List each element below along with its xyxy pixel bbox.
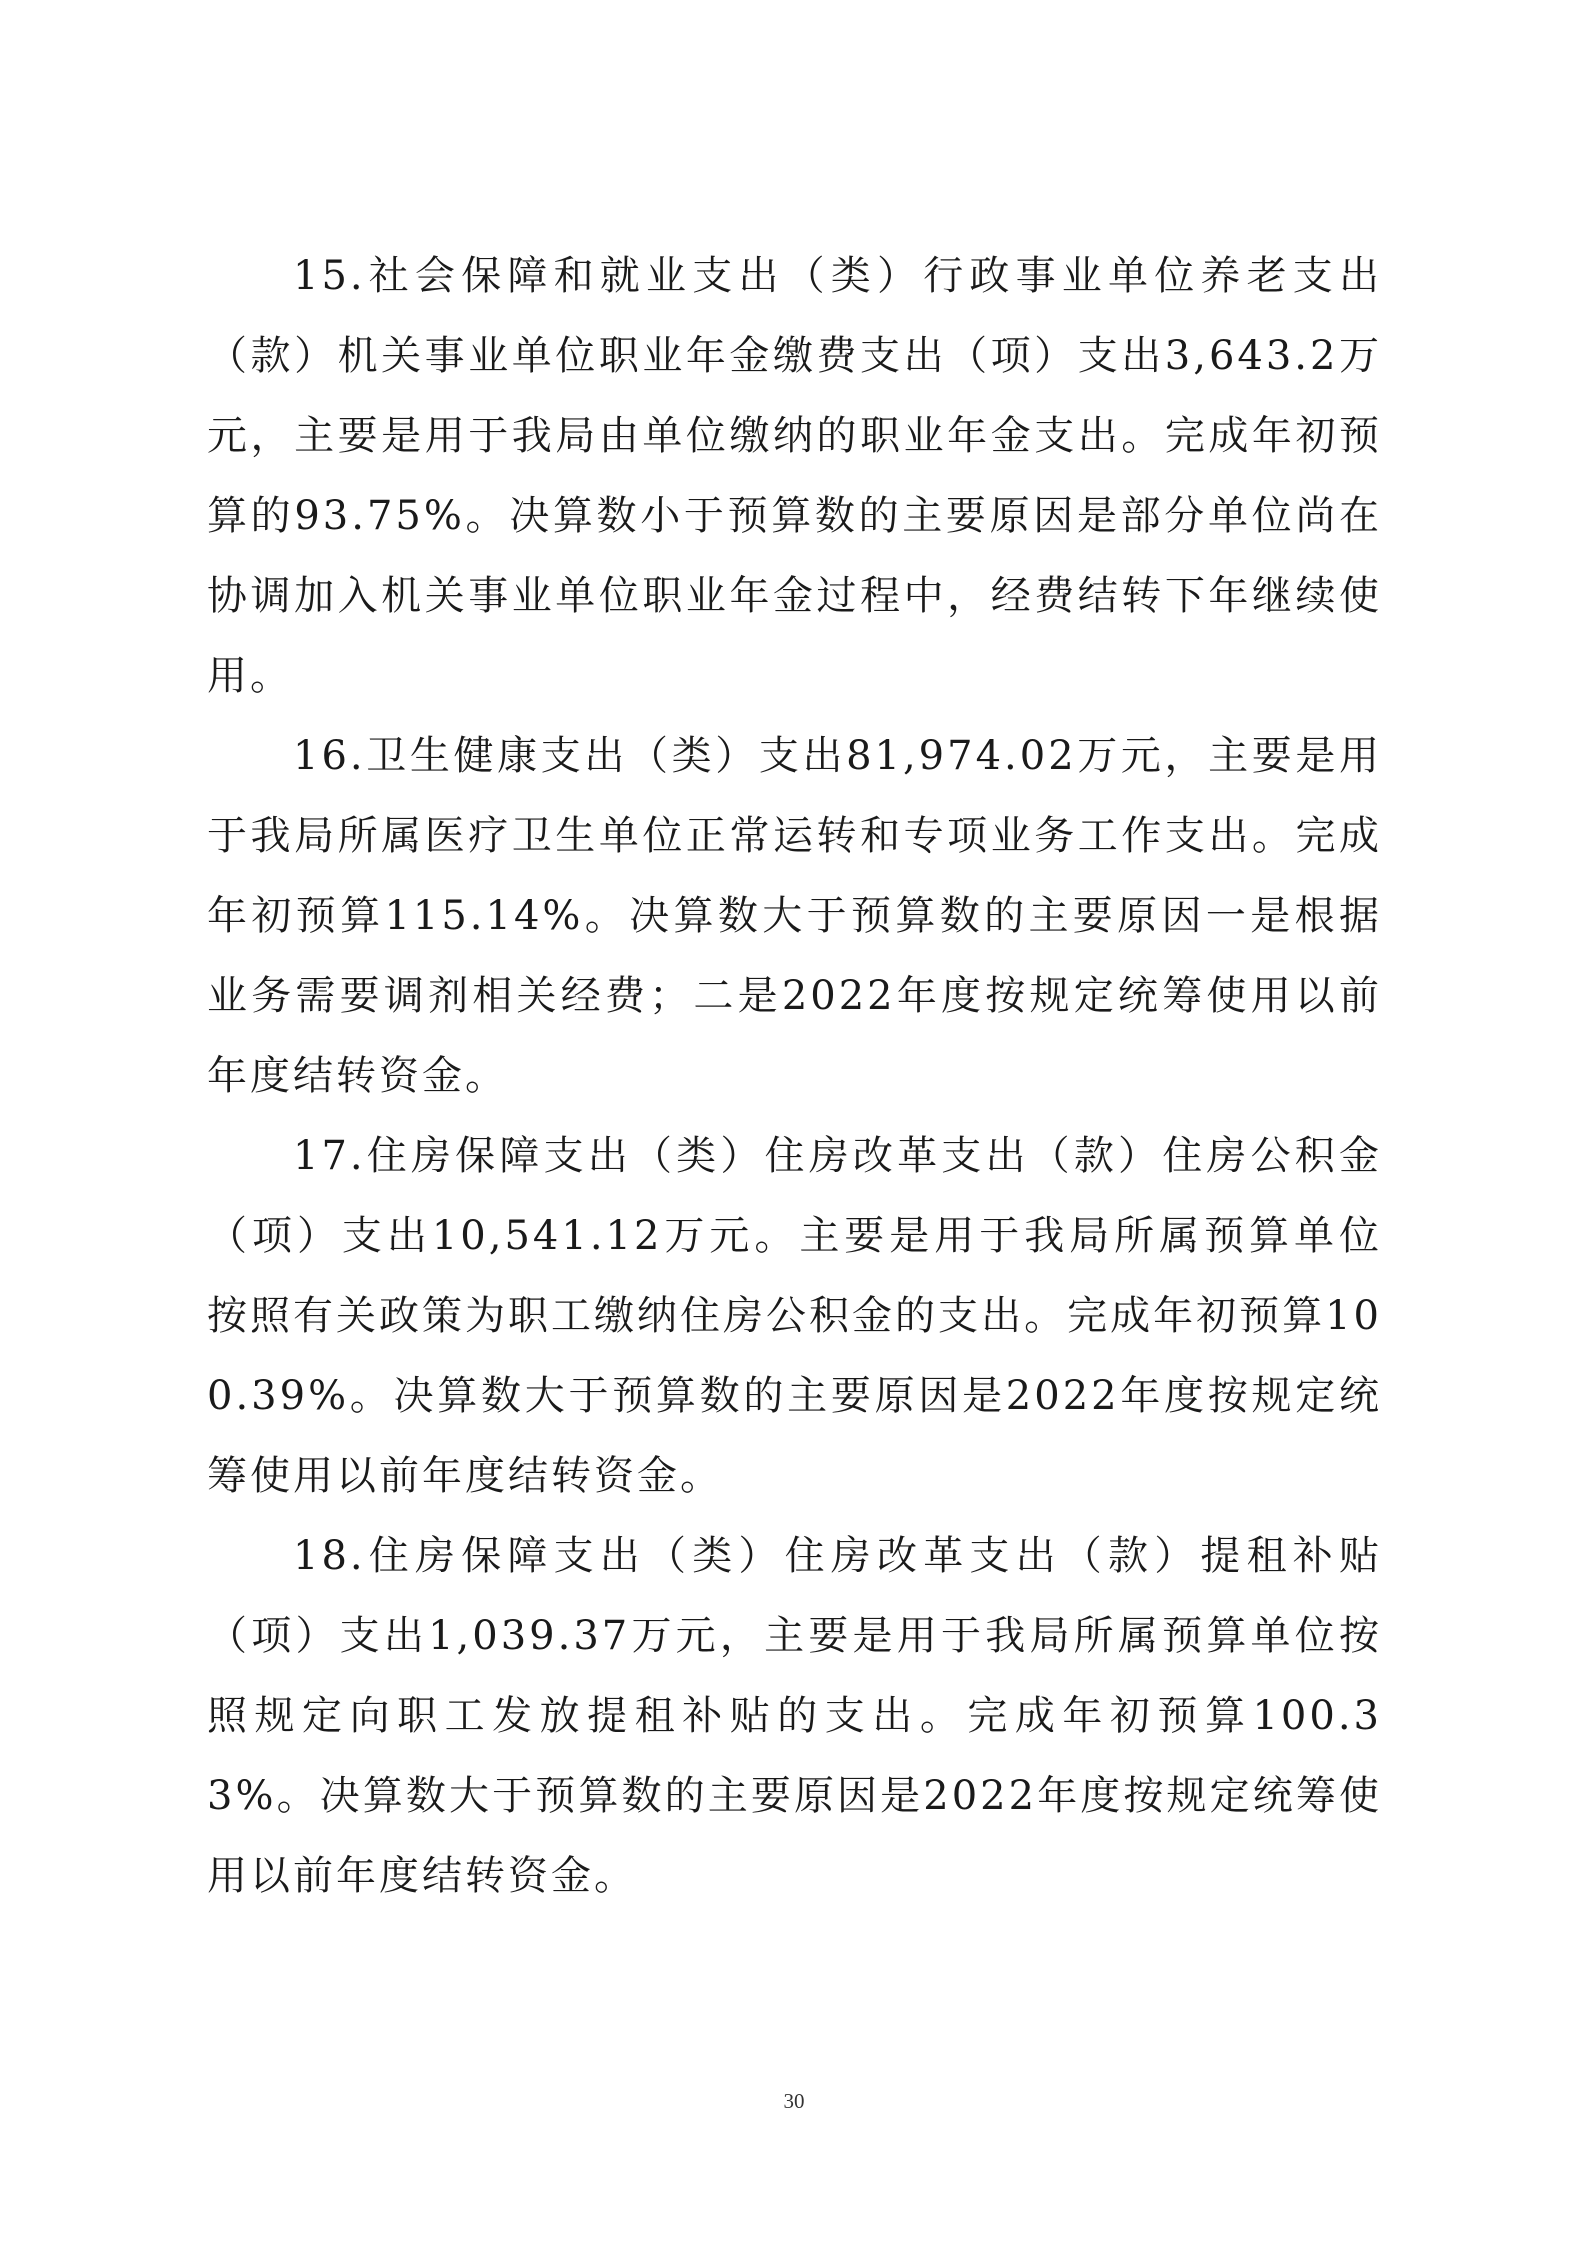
paragraph-15: 15.社会保障和就业支出（类）行政事业单位养老支出（款）机关事业单位职业年金缴费支出（项）支出3,643.2万元，主要是用于我局由单位缴纳的职业年金支出。完成年初预算的93.75%。决算数小于预算数的主要原因是部分单位尚在协调加入机关事业单位职业年金过程中，经费结转下年继续使用。: [207, 253, 1382, 699]
document-body: [207, 236, 1382, 1916]
paragraph-18: 18.住房保障支出（类）住房改革支出（款）提租补贴（项）支出1,039.37万元，主要是用于我局所属预算单位按照规定向职工发放提租补贴的支出。完成年初预算100.33%。决算数大于预算数的主要原因是2022年度按规定统筹使用以前年度结转资金。: [207, 1533, 1382, 1899]
paragraph-16: 16.卫生健康支出（类）支出81,974.02万元，主要是用于我局所属医疗卫生单位正常运转和专项业务工作支出。完成年初预算115.14%。决算数大于预算数的主要原因一是根据业务需要调剂相关经费；二是2022年度按规定统筹使用以前年度结转资金。: [207, 733, 1382, 1099]
paragraph-17: 17.住房保障支出（类）住房改革支出（款）住房公积金（项）支出10,541.12万元。主要是用于我局所属预算单位按照有关政策为职工缴纳住房公积金的支出。完成年初预算100.39%。决算数大于预算数的主要原因是2022年度按规定统筹使用以前年度结转资金。: [207, 1133, 1382, 1499]
page-number: 30: [783, 2089, 805, 2113]
